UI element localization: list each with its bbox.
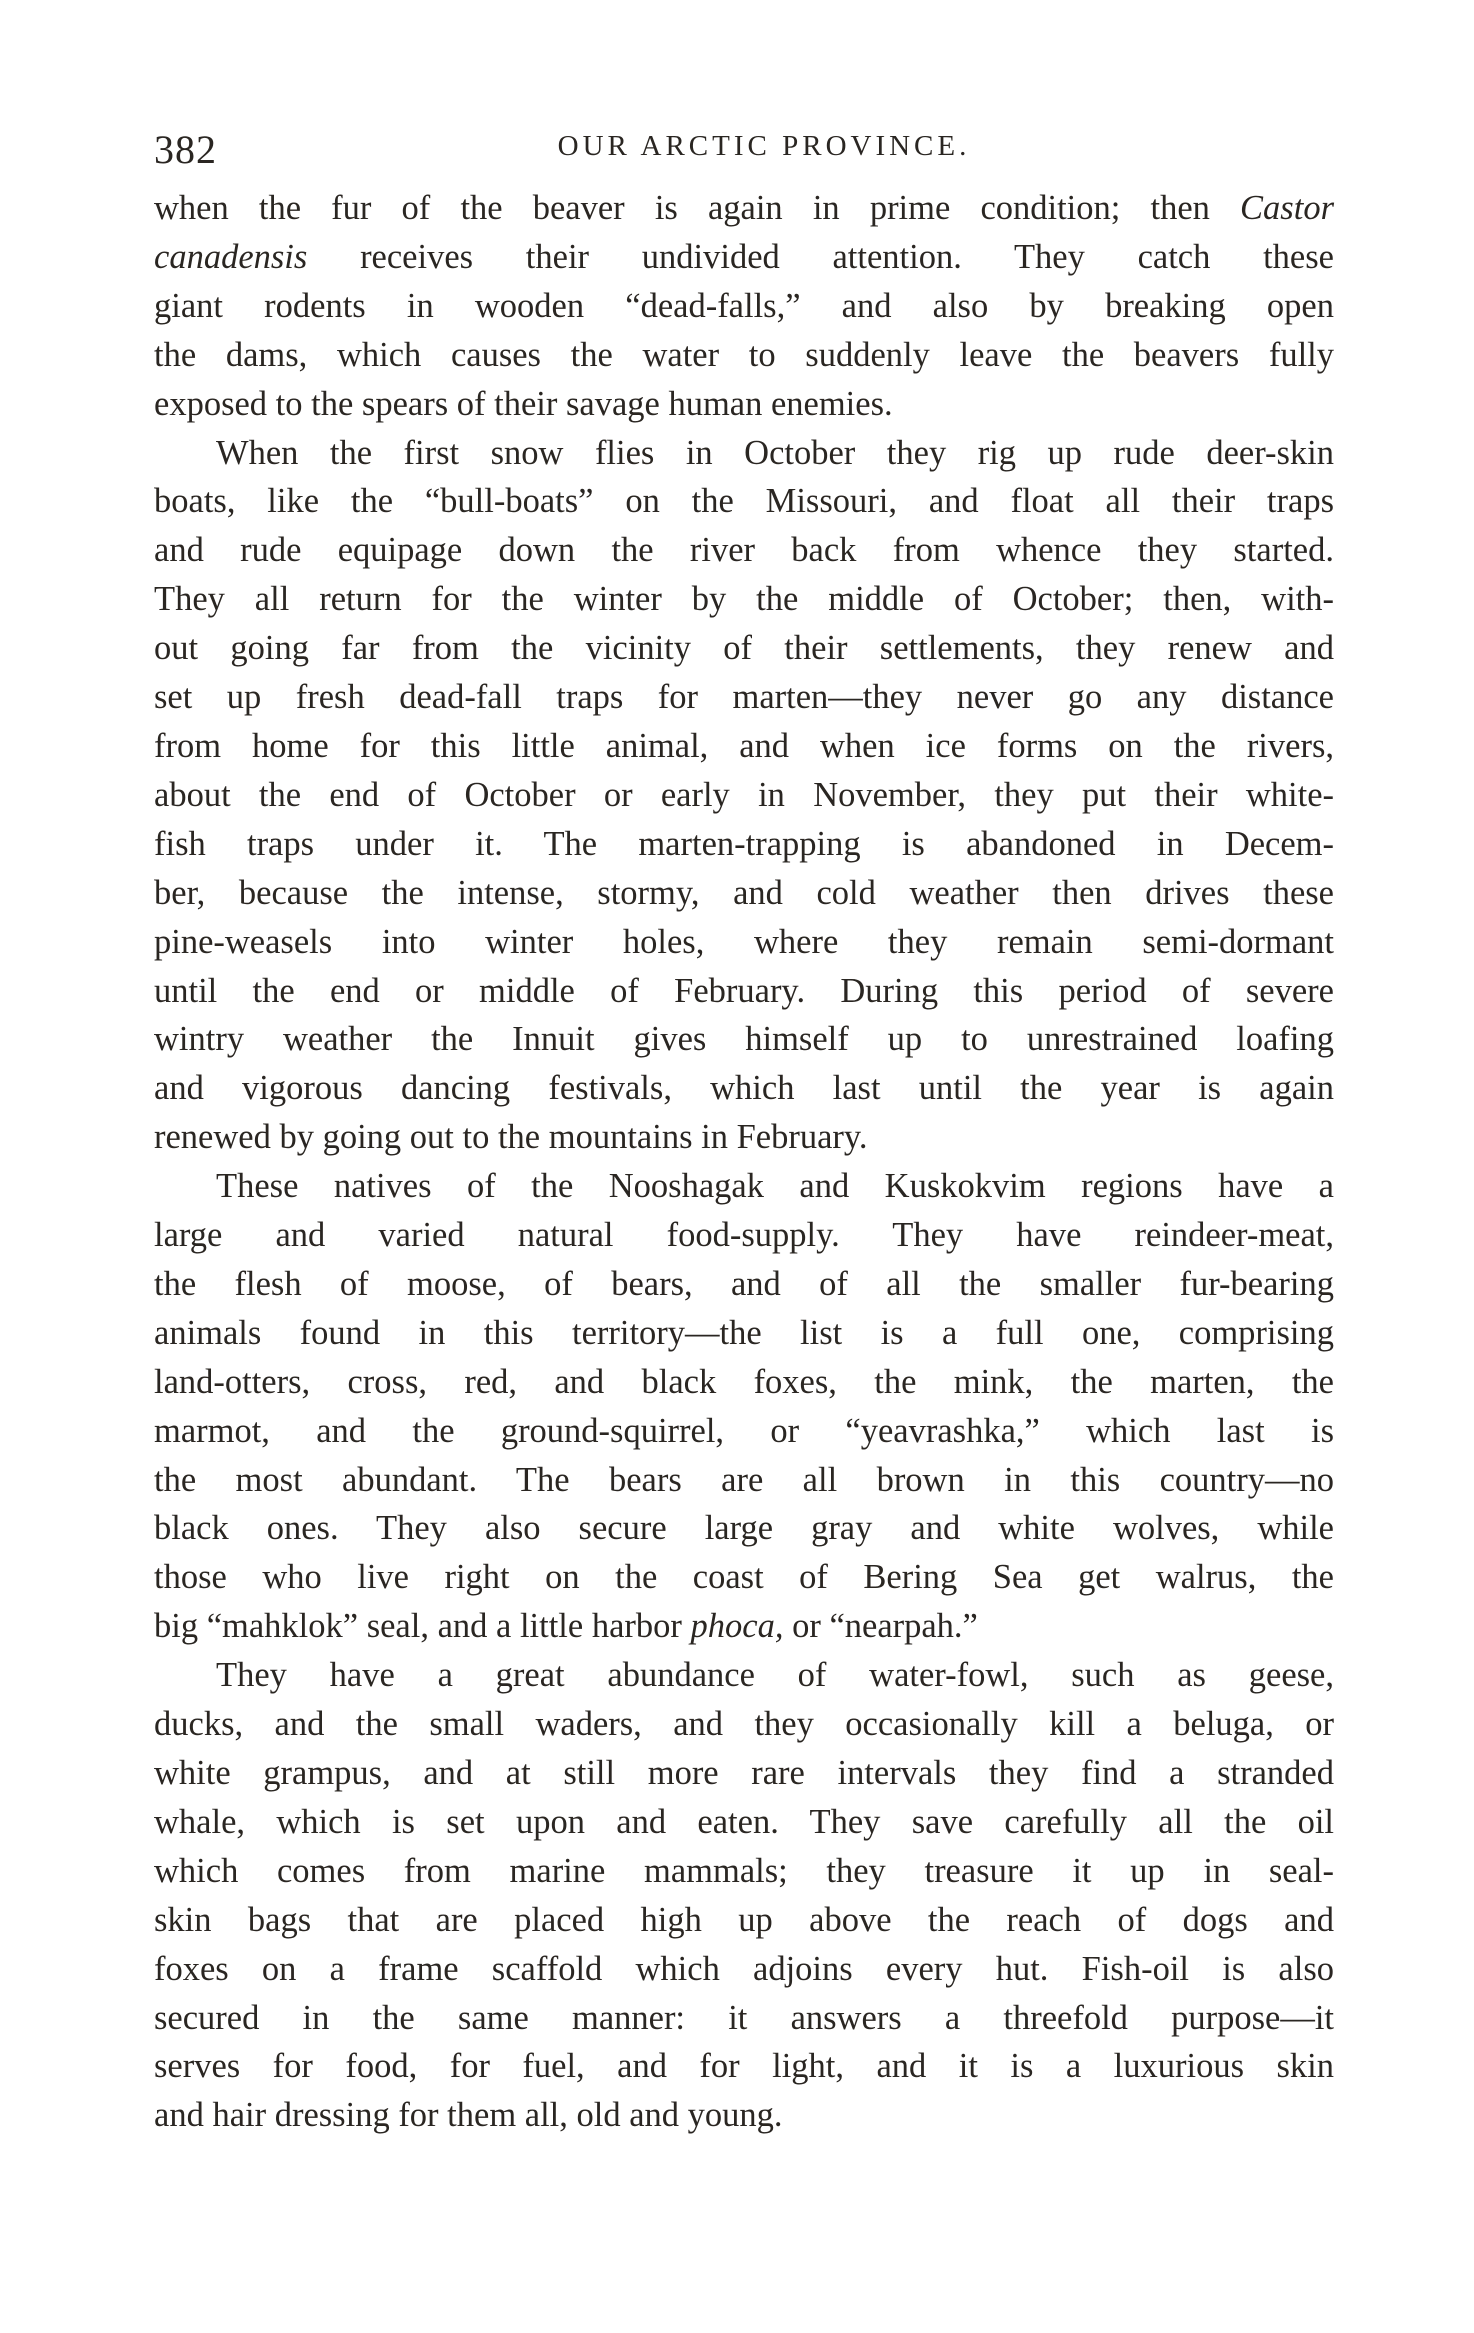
body-text: [154, 184, 1334, 2140]
text-line: the dams, which causes the water to suddenly leave the beavers fully: [154, 335, 1334, 374]
text-line: until the end or middle of February. During this period of severe: [154, 971, 1334, 1010]
text-line: These natives of the Nooshagak and Kuskokvim regions have a: [216, 1167, 1334, 1206]
text-line: about the end of October or early in November, they put their white-: [154, 775, 1334, 814]
running-title: OUR ARCTIC PROVINCE.: [557, 130, 971, 162]
text-line: out going far from the vicinity of their settlements, they renew and: [154, 629, 1334, 668]
text-line: whale, which is set upon and eaten. They save carefully all the oil: [154, 1802, 1334, 1841]
text-line: wintry weather the Innuit gives himself up to unrestrained loafing: [154, 1020, 1334, 1059]
running-head: [154, 126, 1334, 176]
italic-term: Castor: [1240, 189, 1334, 227]
text-line: white grampus, and at still more rare intervals they find a stranded: [154, 1754, 1334, 1792]
text-line: renewed by going out to the mountains in February.: [154, 1118, 868, 1157]
text-line: ber, because the intense, stormy, and cold weather then drives these: [154, 873, 1334, 912]
text-line: skin bags that are placed high up above the reach of dogs and: [154, 1900, 1334, 1939]
text-line: canadensis receives their undivided attention. They catch these: [154, 237, 1334, 276]
text-line: set up fresh dead-fall traps for marten—they never go any distance: [154, 678, 1334, 717]
text-line: from home for this little animal, and when ice forms on the rivers,: [154, 726, 1334, 765]
text-line: black ones. They also secure large gray and white wolves, while: [154, 1509, 1334, 1548]
text-line: the most abundant. The bears are all brown in this country—no: [154, 1460, 1334, 1499]
text-line: ducks, and the small waders, and they occasionally kill a beluga, or: [154, 1705, 1334, 1744]
text-line: marmot, and the ground-squirrel, or “yeavrashka,” which last is: [154, 1411, 1334, 1450]
paragraph-3: [154, 1162, 1334, 1651]
text-line: the flesh of moose, of bears, and of all the smaller fur-bearing: [154, 1264, 1334, 1303]
text-line: They have a great abundance of water-fowl, such as geese,: [216, 1656, 1334, 1695]
italic-term: phoca,: [690, 1607, 784, 1646]
text-line: land-otters, cross, red, and black foxes, the mink, the marten, the: [154, 1362, 1334, 1401]
page-number: 382: [154, 127, 217, 172]
paragraph-4: [154, 1651, 1334, 2140]
text-line: and hair dressing for them all, old and young.: [154, 2096, 783, 2135]
text-line: pine-weasels into winter holes, where they remain semi-dormant: [154, 922, 1334, 961]
text-line: serves for food, for fuel, and for light, and it is a luxurious skin: [154, 2047, 1334, 2086]
italic-term: canadensis: [154, 237, 308, 276]
text-line: When the first snow flies in October they rig up rude deer-skin: [216, 433, 1334, 472]
text-line: and rude equipage down the river back from whence they started.: [154, 531, 1334, 570]
text-line: animals found in this territory—the list is a full one, comprising: [154, 1313, 1334, 1352]
text-line: fish traps under it. The marten-trapping is abandoned in Decem-: [154, 824, 1334, 863]
text-line: those who live right on the coast of Bering Sea get walrus, the: [154, 1558, 1334, 1597]
text-line: when the fur of the beaver is again in prime condition; then Castor: [154, 189, 1334, 227]
text-line: large and varied natural food-supply. They have reindeer-meat,: [154, 1216, 1334, 1255]
text-line: exposed to the spears of their savage human enemies.: [154, 384, 893, 423]
text-line: foxes on a frame scaffold which adjoins every hut. Fish-oil is also: [154, 1949, 1334, 1988]
text-line: boats, like the “bull-boats” on the Missouri, and float all their traps: [154, 482, 1334, 521]
paragraph-1: [154, 184, 1334, 429]
paragraph-2: [154, 429, 1334, 1163]
text-line: They all return for the winter by the middle of October; then, with-: [154, 580, 1334, 619]
text-line: and vigorous dancing festivals, which last until the year is again: [154, 1069, 1334, 1108]
text-line: giant rodents in wooden “dead-falls,” and also by breaking open: [154, 286, 1334, 325]
text-line: secured in the same manner: it answers a threefold purpose—it: [154, 1998, 1334, 2037]
text-line: which comes from marine mammals; they treasure it up in seal-: [154, 1851, 1334, 1890]
text-line: big “mahklok” seal, and a little harbor phoca, or “nearpah.”: [154, 1607, 978, 1646]
